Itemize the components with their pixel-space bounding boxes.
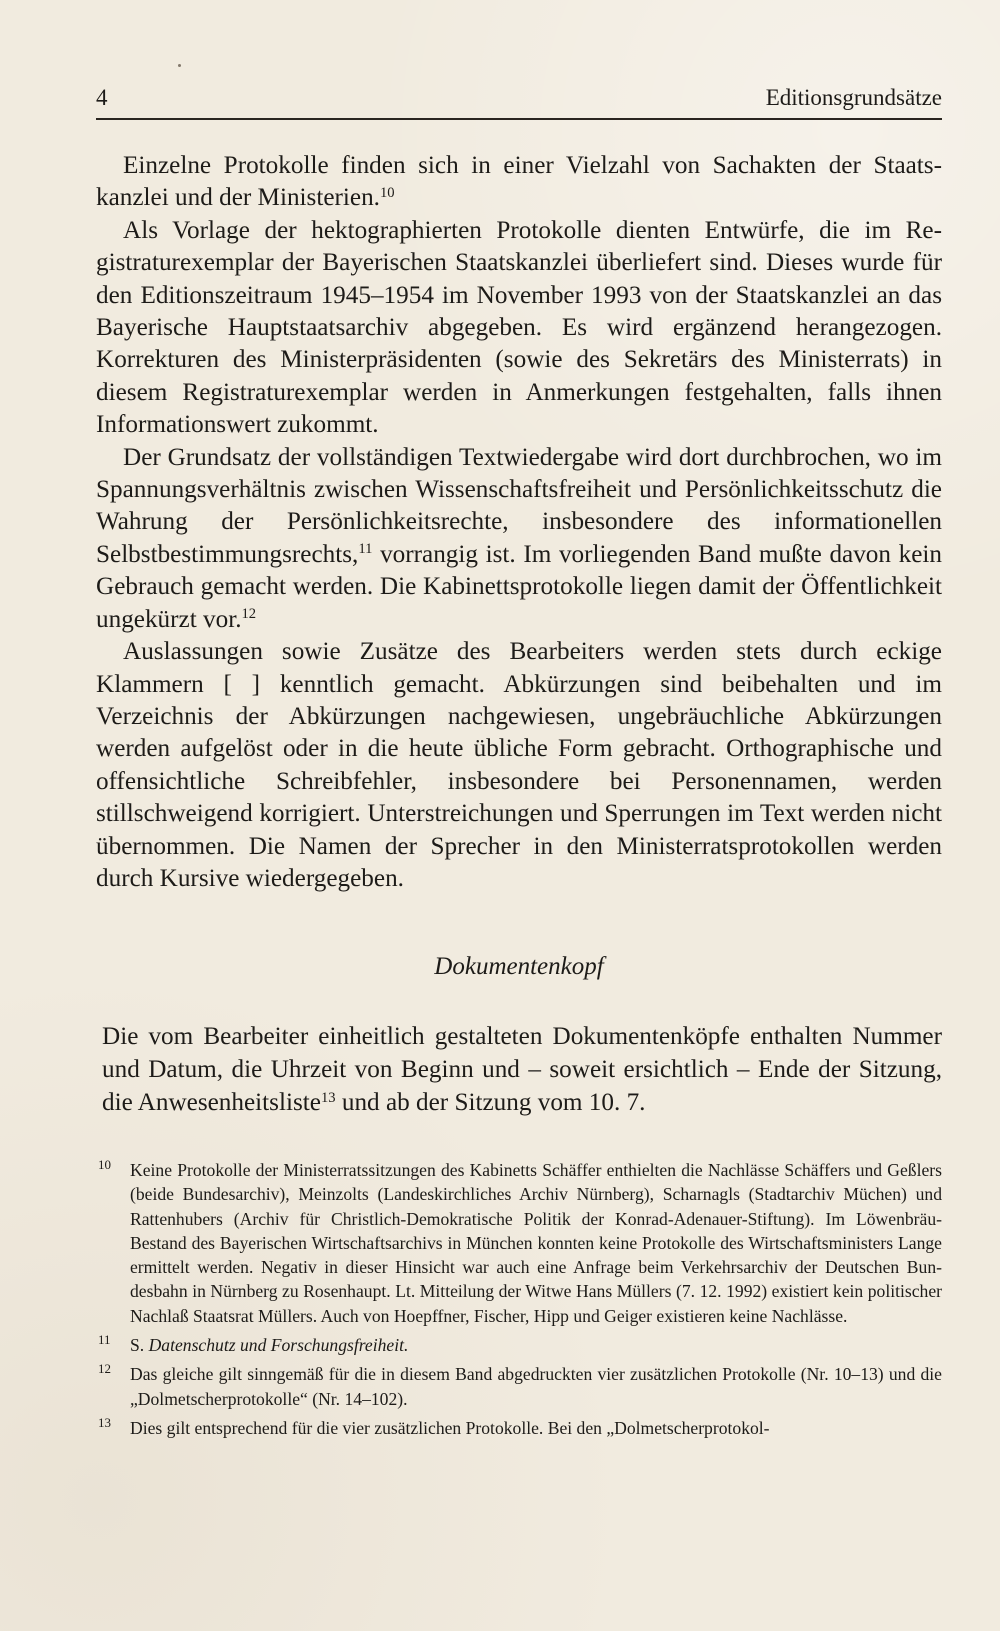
footnote-number: 12 [98,1361,111,1377]
page-header [96,84,942,120]
footnote-text: Keine Protokolle der Ministerratssitzungen des Kabinetts Schäffer enthielten die Nachlässe Schäffers und Geßlers (beide Bundesarchiv), Meinzolts (Landeskirchliches Archiv Nürnberg), Scharnagls (Stadtarchiv Müchen) und Rattenhubers (Archiv für Christlich-Demokratische Politik der Konrad-Adenauer-Stiftung). Im Löwenbräu-Bestand des Bayerischen Wirtschaftsarchivs in München konnten keine Protokolle des Wirtschaftsministers Lange ermittelt werden. Negativ in dieser Hinsicht war auch eine Anfrage beim Verkehrsarchiv der Deutschen Bundesbahn in Nürnberg zu Rosenhaupt. Lt. Mitteilung der Witwe Hans Müllers (7. 12. 1992) existiert kein politischer Nachlaß Staatsrat Müllers. Auch von Hoepffner, Fischer, Hipp und Geiger existieren keine Nachlässe. [130,1160,942,1326]
paragraph-3-text-1: Der Grundsatz der vollständigen Textwiedergabe wird dort durchbrochen, wo im Spannungsverhältnis zwischen Wissenschaftsfreiheit und Persönlichkeitsschutz die Wahrung der Persönlichkeitsrechte, insbesondere des informationellen Selbstbestimmungsrechts, [96,443,942,568]
footnote-ref-12: 12 [241,606,257,623]
section-body [102,1020,942,1119]
section-paragraph-text-2: und ab der Sitzung vom 10. 7. [335,1089,646,1116]
footnote-12 [98,1362,942,1411]
footnote-13 [98,1416,942,1440]
footnote-ref-13: 13 [320,1089,336,1106]
footnotes [98,1158,942,1445]
footnote-ref-11: 11 [358,541,373,558]
footnote-number: 10 [98,1157,111,1172]
footnote-text: Das gleiche gilt sinngemäß für die in diesem Band abgedruckten vier zusätzlichen Protokolle (Nr. 10–13) und die „Dolmetscherprotokolle“ (Nr. 14–102). [130,1364,942,1409]
paragraph-1-text: Einzelne Protokolle finden sich in einer Vielzahl von Sachakten der Staatskanzlei und der Ministerien. [96,152,942,212]
section-paragraph-text-1: Die vom Bearbeiter einheitlich gestalteten Dokumentenköpfe enthalten Nummer und Datum, die Uhrzeit von Beginn und – soweit ersichtlich – Ende der Sitzung, die Anwesenheitsliste [102,1023,942,1116]
paragraph-4: Auslassungen sowie Zusätze des Bearbeiters werden stets durch eckige Klammern [ ] kenntlich gemacht. Abkürzungen sind beibehalten und im Verzeichnis der Abkürzungen nachgewiesen, ungebräuchliche Abkürzungen werden aufgelöst oder in die heute übliche Form gebracht. Orthographische und offensichtliche Schreibfehler, insbesondere bei Personennamen, werden stillschweigend korrigiert. Unterstreichungen und Sperrungen im Text werden nicht übernommen. Die Namen der Sprecher in den Ministerratsprotokollen werden durch Kursive wiedergegeben. [96,638,942,892]
scan-mark [178,64,181,67]
footnote-10 [98,1158,942,1328]
running-head: Editionsgrundsätze [765,85,942,110]
footnote-ref-10: 10 [379,184,395,201]
paragraph-3 [96,442,942,636]
footnote-text: Dies gilt entsprechend für die vier zusätzlichen Protokolle. Bei den „Dolmetscherprotokol- [130,1417,770,1438]
main-text [96,150,942,895]
paragraph-1 [96,150,942,215]
footnote-italic-reference: Datenschutz und Forschungsfreiheit. [148,1335,409,1356]
page-number: 4 [96,85,108,110]
paragraph-2: Als Vorlage der hektographierten Protokolle dienten Entwürfe, die im Registraturexemplar der Bayerischen Staatskanzlei überliefert sind. Dieses wurde für den Editionszeitraum 1945–1954 im November 1993 von der Staatskanzlei an das Bayerische Hauptstaatsarchiv abgegeben. Es wird ergänzend herangezogen. Korrekturen des Ministerpräsidenten (sowie des Sekretärs des Ministerrats) in diesem Registraturexemplar werden in Anmerkungen festgehalten, falls ihnen Informationswert zukommt. [96,216,942,439]
section-title: Dokumentenkopf [434,953,604,980]
paragraph-3-text-2: vorrangig ist. Im vorliegenden Band mußte davon kein Gebrauch gemacht werden. Die Kabinettsprotokolle liegen damit der Öffentlichkeit ungekürzt vor. [96,540,942,633]
section-paragraph [102,1020,942,1119]
footnote-prefix: S. [130,1335,149,1356]
footnote-11 [98,1333,942,1357]
footnote-number: 11 [98,1332,111,1348]
footnote-number: 13 [98,1414,111,1430]
